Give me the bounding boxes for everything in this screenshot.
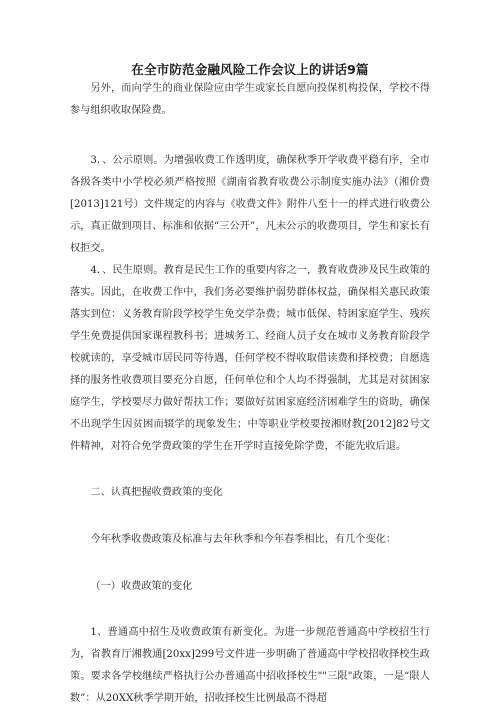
paragraph-high-school-admission: 1、普通高中招生及收费政策有新变化。为进一步规范普通高中学校招生行为，省教育厅湘教通[20xx]299号文件进一步明确了普通高中学校招收择校生政策。要求各学校继续严格执行公办普通高中招收择校生""三限"政策，一是“限人数”：从20XX秋季学期开始，招收择校生比例最高不得超	[70, 627, 430, 704]
paragraph-livelihood-principle: 4．、民生原则。教育是民生工作的重要内容之一，教育收费涉及民生政策的落实。因此，在收费工作中，我们务必要维护弱势群体权益，确保相关惠民政策落实到位：义务教育阶段学校学生免交学杂费；城市低保、特困家庭学生、残疾学生免费提供国家课程教科书；进城务工、经商人员子女在城市义务教育阶段学校就读的，享受城市居民同等待遇，任何学校不得收取借读费和择校费；自愿选择的服务性收费项目要充分自愿，任何单位和个人均不得强制，尤其是对贫困家庭学生，学校要尽力做好帮扶工作；要做好贫困家庭经济困难学生的资助，确保不出现学生因贫困而辍学的现象发生；中等职业学校要按湘财教[2012]82号文件精神，对符合免学费政策的学生在开学时直接免除学费，不能先收后退。	[70, 265, 430, 452]
document-title: 在全市防范金融风险工作会议上的讲话9篇	[131, 62, 369, 77]
paragraph-publicity-principle: 3．、公示原则。为增强收费工作透明度，确保秋季开学收费平稳有序，全市各级各类中小学校必须严格按照《湖南省教育收费公示制度实施办法》（湘价费[2013]121号）文件规定的内容与《收费文件》附件八至十一的样式进行收费公示，真正做到项目、标准和依据“三公开”，凡未公示的收费项目，学生和家长有权拒交。	[70, 155, 430, 254]
paragraph-insurance: 另外，而向学生的商业保险应由学生或家长自愿向投保机构投保，学校不得参与组织收取保险费。	[70, 83, 430, 116]
section-heading-policy-changes: 二、认真把握收费政策的变化	[90, 487, 223, 498]
paragraph-changes-intro: 今年秋季收费政策及标准与去年秋季和今年春季相比，有几个变化：	[90, 534, 397, 545]
subsection-heading-fee-policy: （一）收费政策的变化	[90, 581, 193, 592]
